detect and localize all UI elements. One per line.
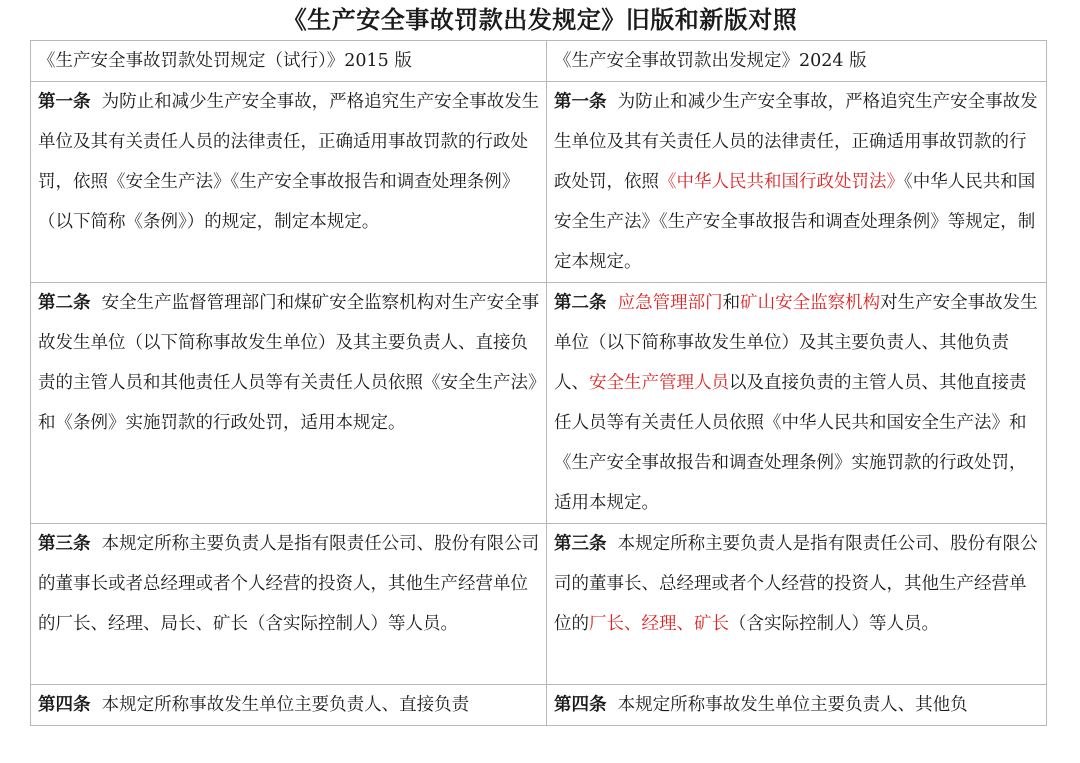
old-article-2 [31, 283, 547, 524]
new-article-3 [547, 524, 1047, 685]
new-article-1 [547, 82, 1047, 283]
article-number: 第三条 [554, 534, 607, 554]
old-article-text: 安全生产监督管理部门和煤矿安全监察机构对生产安全事故发生单位（以下简称事故发生单位）及其主要负责人、直接负责的主管人员和其他责任人员等有关责任人员依照《安全生产法》和《条例》实施罚款的行政处罚，适用本规定。 [38, 293, 540, 433]
comparison-table [30, 40, 1047, 726]
table-row [31, 82, 1047, 283]
table-row [31, 283, 1047, 524]
article-number: 第二条 [38, 293, 91, 313]
article-number: 第一条 [554, 92, 607, 112]
table-header-row [31, 41, 1047, 82]
header-new-version: 《生产安全事故罚款出发规定》2024 版 [547, 41, 1047, 82]
new-article-text: （含实际控制人）等人员。 [729, 614, 939, 634]
new-article-text: 本规定所称主要负责人是指有限责任公司、股份有限公司的董事长、总经理或者个人经营的投资人，其他生产经营单位的 [554, 534, 1038, 634]
changed-text: 厂长、经理、矿长 [589, 614, 729, 634]
new-article-2 [547, 283, 1047, 524]
article-number: 第四条 [38, 695, 91, 715]
new-article-text: 对生产安全事故发生单位（以下简称事故发生单位）及其主要负责人、其他负责人、 [554, 293, 1038, 393]
old-article-text: 本规定所称事故发生单位主要负责人、直接负责 [101, 695, 470, 715]
old-article-4 [31, 685, 547, 726]
article-number: 第二条 [554, 293, 607, 313]
header-old-version: 《生产安全事故罚款处罚规定（试行）》2015 版 [31, 41, 547, 82]
changed-text: 矿山安全监察机构 [740, 293, 881, 313]
changed-text: 安全生产管理人员 [589, 373, 729, 393]
table-row [31, 685, 1047, 726]
new-article-text: 以及直接负责的主管人员、其他直接责任人员等有关责任人员依照《中华人民共和国安全生产法》和《生产安全事故报告和调查处理条例》实施罚款的行政处罚，适用本规定。 [554, 373, 1027, 513]
old-article-text: 为防止和减少生产安全事故，严格追究生产安全事故发生单位及其有关责任人员的法律责任，正确适用事故罚款的行政处罚，依照《安全生产法》《生产安全事故报告和调查处理条例》（以下简称《条例》）的规定，制定本规定。 [38, 92, 540, 232]
changed-text: 《中华人民共和国行政处罚法》 [659, 172, 904, 192]
new-article-text: 和 [722, 293, 741, 313]
changed-text: 应急管理部门 [617, 293, 723, 313]
old-article-text: 本规定所称主要负责人是指有限责任公司、股份有限公司的董事长或者总经理或者个人经营的投资人，其他生产经营单位的厂长、经理、局长、矿长（含实际控制人）等人员。 [38, 534, 540, 634]
new-article-4 [547, 685, 1047, 726]
table-row [31, 524, 1047, 685]
new-article-text: 本规定所称事故发生单位主要负责人、其他负 [617, 695, 968, 715]
old-article-1 [31, 82, 547, 283]
article-number: 第三条 [38, 534, 91, 554]
new-article-text: 为防止和减少生产安全事故，严格追究生产安全事故发生单位及其有关责任人员的法律责任，正确适用事故罚款的行政处罚，依照 [554, 92, 1038, 192]
old-article-3 [31, 524, 547, 685]
article-number: 第四条 [554, 695, 607, 715]
article-number: 第一条 [38, 92, 91, 112]
page-title: 《生产安全事故罚款出发规定》旧版和新版对照 [282, 5, 798, 34]
new-article-text: 《中华人民共和国安全生产法》《生产安全事故报告和调查处理条例》等规定，制定本规定。 [554, 172, 1036, 272]
